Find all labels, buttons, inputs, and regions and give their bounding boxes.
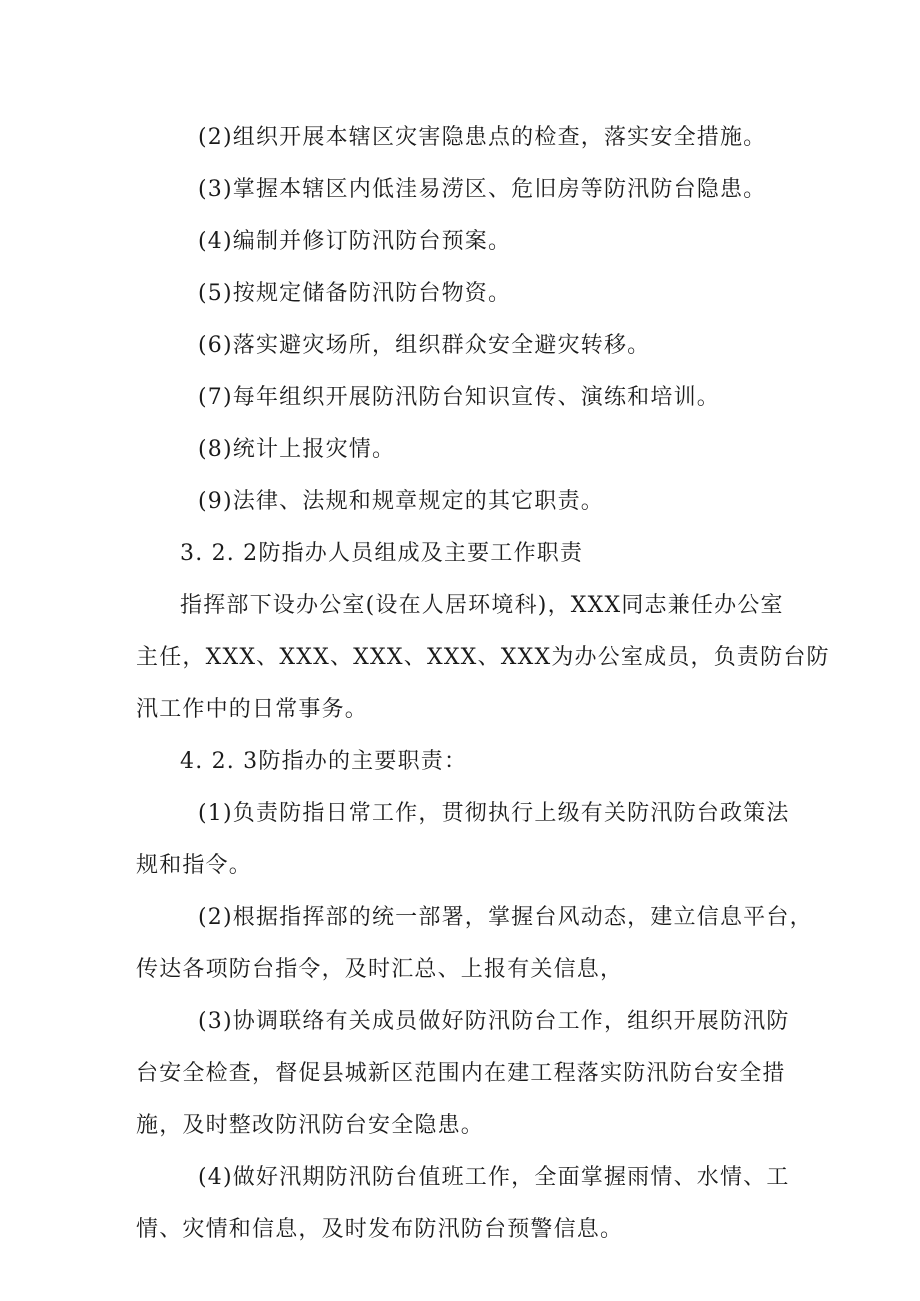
responsibility-item-2: (2)根据指挥部的统一部署，掌握台风动态，建立信息平台， — [198, 905, 813, 930]
section-heading-3-2-2: 3. 2. 2防指办人员组成及主要工作职责 — [180, 541, 584, 566]
paragraph-line: 指挥部下设办公室(设在人居环境科)，XXX同志兼任办公室 — [180, 593, 784, 618]
paragraph-line: 主任，XXX、XXX、XXX、XXX、XXX为办公室成员，负责防台防 — [136, 645, 830, 670]
duty-item-8: (8)统计上报灾情。 — [198, 437, 396, 462]
duty-item-4: (4)编制并修订防汛防台预案。 — [198, 229, 512, 254]
paragraph-line: 规和指令。 — [136, 853, 253, 878]
duty-item-5: (5)按规定储备防汛防台物资。 — [198, 281, 512, 306]
duty-item-9: (9)法律、法规和规章规定的其它职责。 — [198, 489, 604, 514]
duty-item-2: (2)组织开展本辖区灾害隐患点的检查，落实安全措施。 — [198, 125, 767, 150]
paragraph-line: 施，及时整改防汛防台安全隐患。 — [136, 1113, 485, 1138]
paragraph-line: 汛工作中的日常事务。 — [136, 697, 369, 722]
paragraph-line: 情、灾情和信息，及时发布防汛防台预警信息。 — [136, 1217, 624, 1242]
responsibility-item-3: (3)协调联络有关成员做好防汛防台工作，组织开展防汛防 — [198, 1009, 790, 1034]
duty-item-3: (3)掌握本辖区内低洼易涝区、危旧房等防汛防台隐患。 — [198, 177, 767, 202]
document-body — [136, 112, 830, 1256]
responsibility-item-4: (4)做好汛期防汛防台值班工作，全面掌握雨情、水情、工 — [198, 1165, 790, 1190]
duty-item-6: (6)落实避灾场所，组织群众安全避灾转移。 — [198, 333, 651, 358]
paragraph-line: 台安全检查，督促县城新区范围内在建工程落实防汛防台安全措 — [136, 1061, 786, 1086]
responsibility-item-1: (1)负责防指日常工作，贯彻执行上级有关防汛防台政策法 — [198, 801, 790, 826]
paragraph-line: 传达各项防台指令，及时汇总、上报有关信息， — [136, 957, 624, 982]
section-heading-4-2-3: 4. 2. 3防指办的主要职责： — [180, 749, 468, 774]
duty-item-7: (7)每年组织开展防汛防台知识宣传、演练和培训。 — [198, 385, 720, 410]
